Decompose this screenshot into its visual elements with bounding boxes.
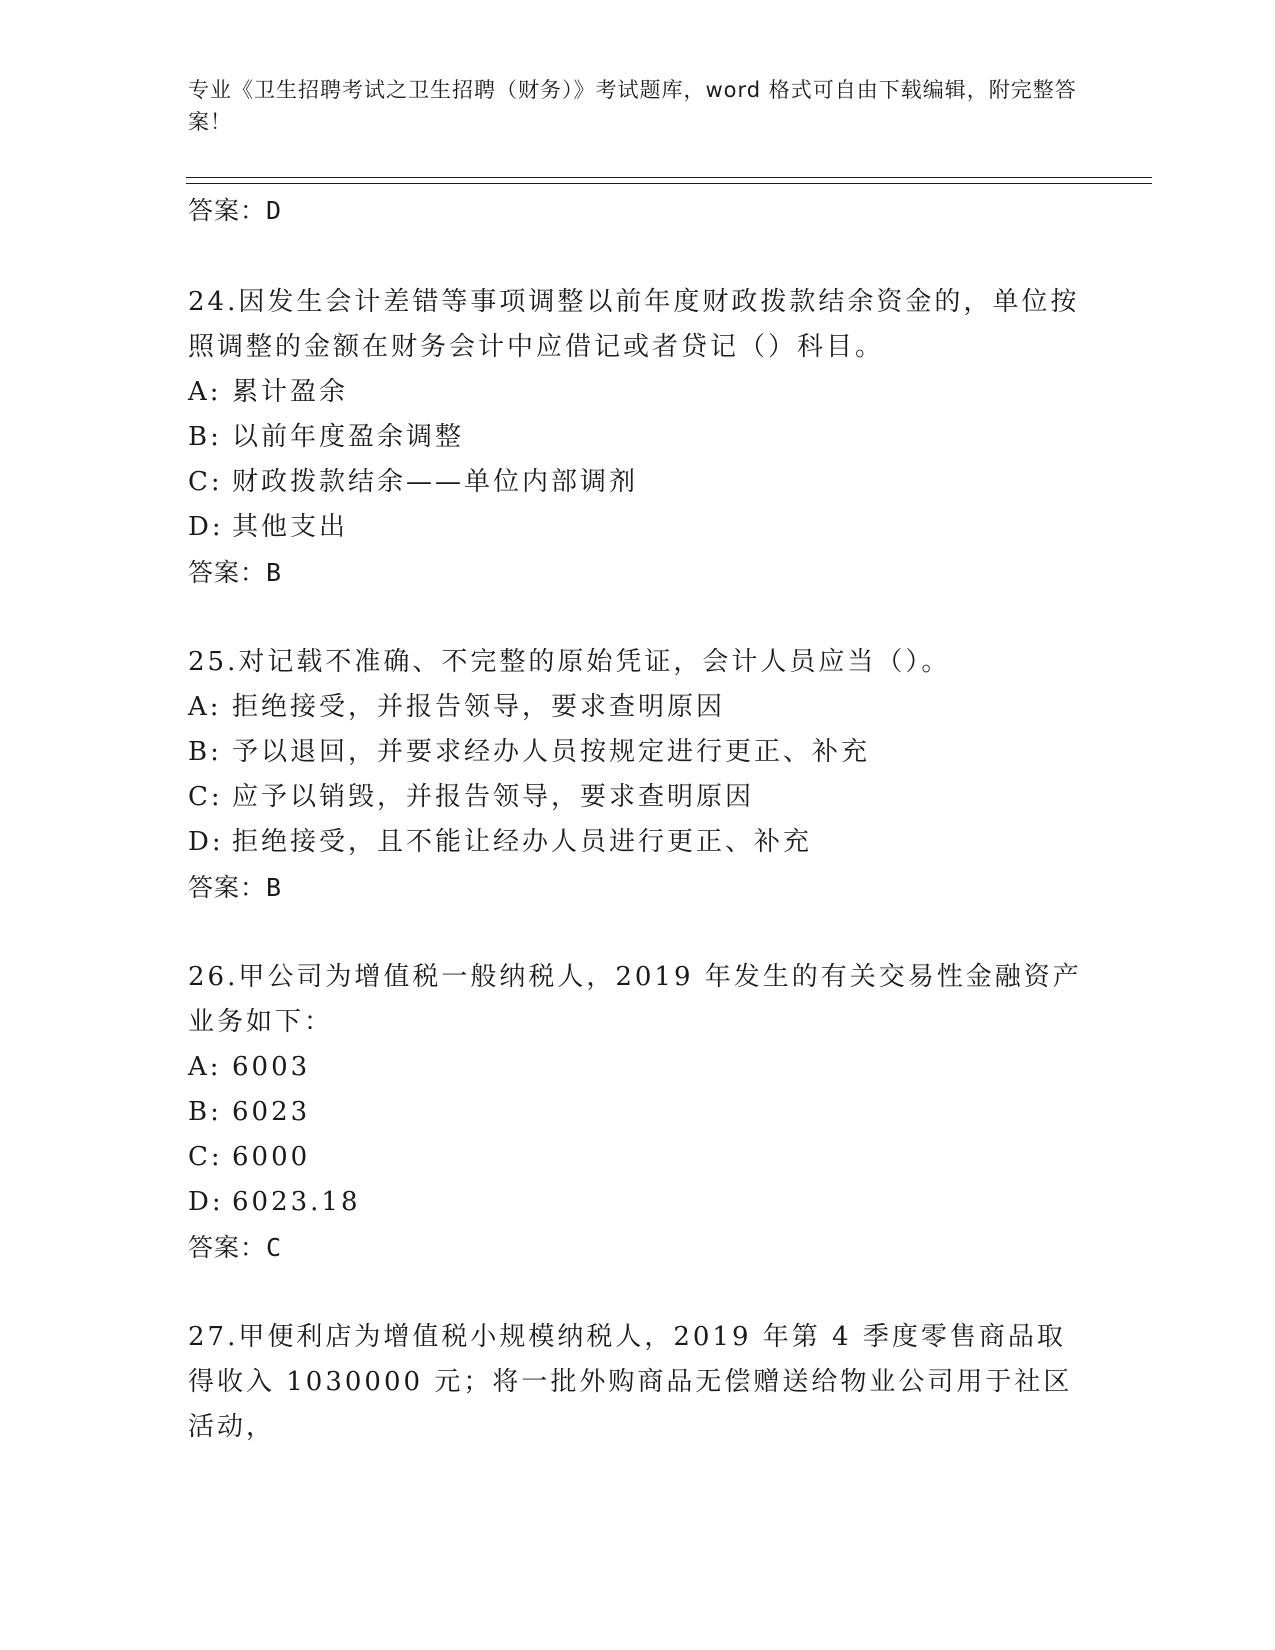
answer-label: 答案： [188,873,267,902]
question-text: 26.甲公司为增值税一般纳税人，2019 年发生的有关交易性金融资产业务如下： [188,962,1082,1037]
header-divider-top [186,177,1152,178]
option-text: 拒绝接受，并报告领导，要求查明原因 [232,692,726,722]
option-key: B: [188,1097,222,1127]
option-a [188,1045,1088,1090]
answer-label: 答案： [188,558,267,587]
option-d [188,820,1088,865]
option-text: 财政拨款结余——单位内部调剂 [232,467,639,497]
option-b [188,415,1088,460]
option-a [188,685,1088,730]
option-key: B: [188,422,222,452]
option-key: C: [188,782,223,812]
option-text: 拒绝接受，且不能让经办人员进行更正、补充 [232,827,813,857]
option-c [188,1135,1088,1180]
option-d [188,505,1088,550]
option-text: 以前年度盈余调整 [232,422,465,452]
option-key: A: [188,377,222,407]
option-c [188,460,1088,505]
option-b [188,730,1088,775]
option-text: 其他支出 [232,512,349,542]
answer-value: D [266,196,283,225]
question-25 [188,640,1088,911]
option-key: B: [188,737,222,767]
option-a [188,370,1088,415]
option-key: A: [188,692,222,722]
option-text: 6023 [232,1097,311,1127]
option-key: D: [188,512,224,542]
document-body [188,188,1088,1450]
answer-value: B [266,873,283,902]
answer-line [188,1225,1088,1271]
answer-value: B [266,558,283,587]
question-text: 27.甲便利店为增值税小规模纳税人，2019 年第 4 季度零售商品取得收入 1030000 元；将一批外购商品无偿赠送给物业公司用于社区活动， [188,1322,1073,1442]
answer-line [188,188,1088,234]
option-text: 6003 [232,1052,311,1082]
option-text: 予以退回，并要求经办人员按规定进行更正、补充 [232,737,871,767]
document-header: 专业《卫生招聘考试之卫生招聘（财务）》考试题库，word 格式可自由下载编辑，附完整答案！ [188,78,1077,134]
question-24 [188,280,1088,596]
option-key: A: [188,1052,222,1082]
question-text: 24.因发生会计差错等事项调整以前年度财政拨款结余资金的，单位按照调整的金额在财务会计中应借记或者贷记（）科目。 [188,287,1080,362]
option-text: 6023.18 [232,1187,361,1217]
option-text: 累计盈余 [232,377,349,407]
answer-label: 答案： [188,196,267,225]
question-26 [188,955,1088,1271]
option-key: C: [188,1142,223,1172]
option-text: 应予以销毁，并报告领导，要求查明原因 [232,782,755,812]
option-d [188,1180,1088,1225]
answer-label: 答案： [188,1233,267,1262]
option-key: C: [188,467,223,497]
option-text: 6000 [232,1142,311,1172]
question-27 [188,1315,1088,1450]
header-divider-bottom [186,183,1152,184]
answer-line [188,865,1088,911]
question-text: 25.对记载不准确、不完整的原始凭证，会计人员应当（）。 [188,647,951,677]
answer-value: C [266,1233,283,1262]
option-c [188,775,1088,820]
option-key: D: [188,1187,224,1217]
answer-line [188,550,1088,596]
option-key: D: [188,827,224,857]
option-b [188,1090,1088,1135]
